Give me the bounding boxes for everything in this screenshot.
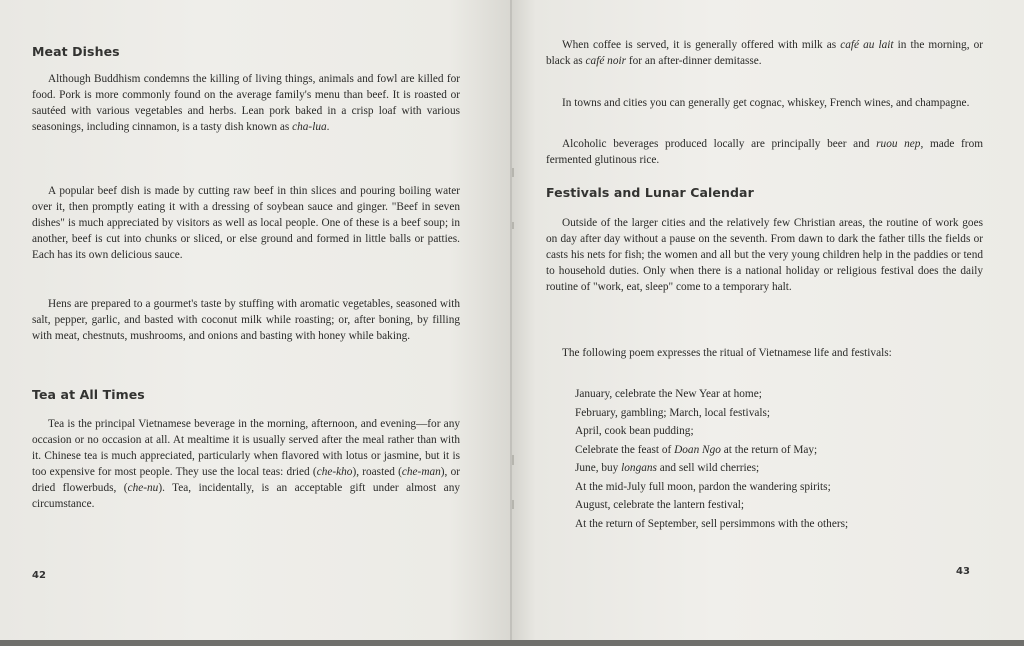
page-number-left: 42 — [32, 570, 46, 581]
paragraph-end: . — [326, 120, 330, 133]
term-che-man: che-man — [401, 465, 441, 478]
paragraph-spirits: In towns and cities you can generally get cognac, whiskey, French wines, and champagne. — [562, 97, 970, 109]
scan-mark — [512, 500, 514, 509]
paragraph-alcohol — [546, 137, 983, 169]
poem-line — [575, 459, 995, 478]
poem-text: Celebrate the feast of — [575, 443, 672, 456]
paragraph-text: When coffee is served, it is generally offered with milk as — [562, 39, 837, 51]
poem-line: August, celebrate the lantern festival; — [575, 499, 745, 511]
heading-meat-dishes: Meat Dishes — [32, 44, 120, 59]
poem-line — [575, 441, 995, 460]
scan-mark — [512, 455, 514, 465]
poem-line: At the return of September, sell persimmons with the others; — [575, 517, 849, 530]
poem-text: at the return of May; — [723, 443, 818, 456]
paragraph-text: made from fermented glutinous rice. — [546, 138, 984, 166]
page-number-right: 43 — [956, 566, 970, 577]
heading-tea: Tea at All Times — [32, 387, 145, 402]
paragraph-meat-intro — [32, 72, 460, 136]
paragraph-hens: Hens are prepared to a gourmet's taste by stuffing with aromatic vegetables, seasoned with salt, pepper, garlic, and basted with coconut milk while roasting; or, after boning, by filling with meat, chestnuts, mushrooms, and onions and basting with honey while baking. — [32, 298, 460, 342]
paragraph-text: Tea is the principal Vietnamese beverage in the morning, afternoon, and evening—for any occasion or no occasion at all. At mealtime it is usually served after the meal rather than with it. Chinese tea is much appreciated, particularly when flavored with lotus or jasmine, but it is too expensive for most people. They use the local teas: dried ( — [32, 418, 460, 478]
paragraph-text: ), or dried flowerbuds, ( — [32, 465, 461, 494]
paragraph-routine: Outside of the larger cities and the relatively few Christian areas, the routine of work goes on day after day without a pause on the seventh. From dawn to dark the father tills the fields or casts his nets for fish; the women and all but the very young children help in the paddies or tend to household duties. Only when there is a national holiday or religious festival does the daily routine of "work, eat, sleep" come to a temporary halt. — [546, 217, 983, 293]
term-che-nu: che-nu — [127, 481, 159, 494]
poem-line: April, cook bean pudding; — [575, 425, 694, 437]
poem-text: and sell wild cherries; — [659, 462, 760, 474]
book-gutter — [510, 0, 512, 640]
right-page — [510, 0, 1024, 640]
paragraph-text: ). Tea, incidentally, is an acceptable gift under almost any circumstance. — [32, 481, 460, 510]
term-ruou-nep: ruou nep, — [876, 138, 924, 150]
paragraph-text: for an after-dinner demitasse. — [628, 54, 762, 67]
poem — [575, 385, 995, 533]
term-cafe-noir: café noir — [585, 54, 627, 67]
poem-line: At the mid-July full moon, pardon the wandering spirits; — [575, 480, 831, 493]
paragraph-coffee — [546, 38, 983, 70]
paragraph-text: Although Buddhism condemns the killing of living things, animals and fowl are killed for food. Pork is more commonly found on the average family's menu than beef. It is roasted or sautéed with various vegetables and herbs. Lean pork baked in a crisp loaf with various seasonings, including cinnamon, is a tasty dish known as — [32, 73, 460, 133]
term-cha-lua: cha-lua — [292, 120, 327, 133]
paragraph-text: in the morning, or black as — [546, 39, 984, 67]
poem-line: February, gambling; March, local festivals; — [575, 406, 771, 419]
term-longans: longans — [621, 462, 657, 474]
heading-festivals: Festivals and Lunar Calendar — [546, 185, 754, 200]
scan-mark — [512, 168, 514, 177]
paragraph-tea — [32, 417, 460, 512]
paragraph-text: ), roasted ( — [352, 465, 402, 478]
poem-text: June, buy — [575, 462, 619, 474]
term-che-kho: che-kho — [316, 465, 353, 478]
paragraph-beef: A popular beef dish is made by cutting raw beef in thin slices and pouring boiling water over it, then promptly eating it with a dressing of soybean sauce and ginger. "Beef in seven dishes" is much appreciated by visitors as well as local people. One of these is a beef soup; in another, beef is cut into chunks or sliced, or else ground and formed in little balls or patties. Each has its own delicious sauce. — [32, 185, 460, 261]
left-page — [0, 0, 510, 640]
paragraph-text: Alcoholic beverages produced locally are principally beer and — [562, 138, 870, 150]
scan-mark — [512, 222, 514, 229]
term-cafe-au-lait: café au lait — [840, 39, 894, 51]
paragraph-poem-intro: The following poem expresses the ritual of Vietnamese life and festivals: — [562, 347, 892, 359]
poem-line: January, celebrate the New Year at home; — [575, 388, 762, 400]
term-doan-ngo: Doan Ngo — [674, 443, 721, 456]
